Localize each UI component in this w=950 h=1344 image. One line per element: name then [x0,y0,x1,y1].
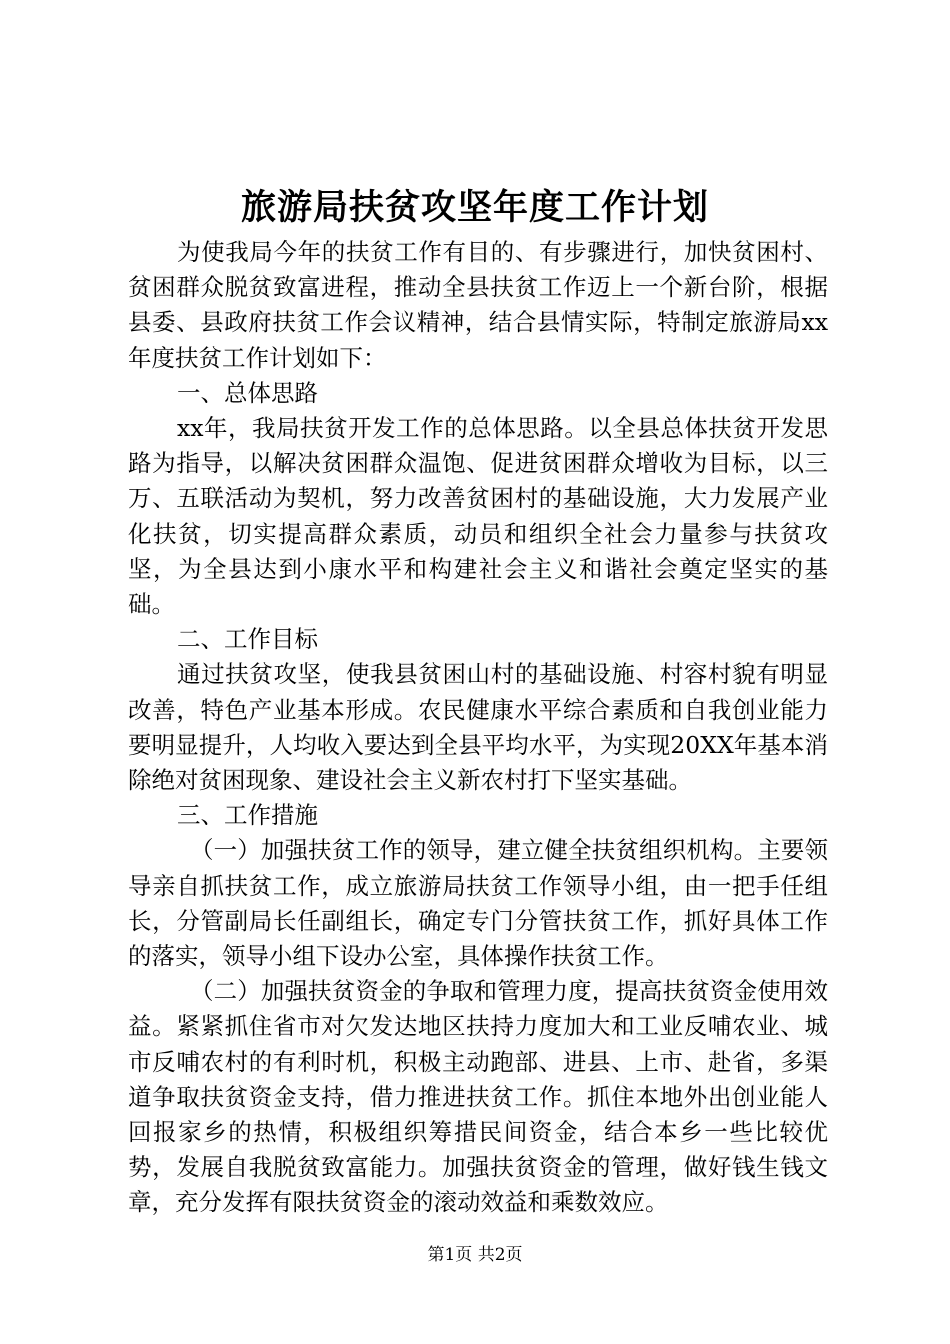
overall-approach-paragraph: xx年，我局扶贫开发工作的总体思路。以全县总体扶贫开发思路为指导，以解决贫困群众温饱、促进贫困群众增收为目标，以三万、五联活动为契机，努力改善贫困村的基础设施，大力发展产业化扶贫，切实提高群众素质，动员和组织全社会力量参与扶贫攻坚，为全县达到小康水平和构建社会主义和谐社会奠定坚实的基础。 [128,414,828,619]
section-heading-work-goals: 二、工作目标 [177,625,318,654]
measure-one-paragraph: （一）加强扶贫工作的领导，建立健全扶贫组织机构。主要领导亲自抓扶贫工作，成立旅游局扶贫工作领导小组，由一把手任组长，分管副局长任副组长，确定专门分管扶贫工作，抓好具体工作的落实，领导小组下设办公室，具体操作扶贫工作。 [128,836,828,971]
work-goals-paragraph: 通过扶贫攻坚，使我县贫困山村的基础设施、村容村貌有明显改善，特色产业基本形成。农民健康水平综合素质和自我创业能力要明显提升，人均收入要达到全县平均水平，为实现20XX年基本消除绝对贫困现象、建设社会主义新农村打下坚实基础。 [128,660,828,795]
intro-paragraph: 为使我局今年的扶贫工作有目的、有步骤进行，加快贫困村、贫困群众脱贫致富进程，推动全县扶贫工作迈上一个新台阶，根据县委、县政府扶贫工作会议精神，结合县情实际，特制定旅游局xx年度扶贫工作计划如下： [128,238,828,372]
document-body [128,235,828,1221]
page-number-footer: 第1页 共2页 [427,1245,523,1265]
section-heading-overall-approach: 一、总体思路 [177,378,318,407]
section-heading-work-measures: 三、工作措施 [177,801,318,830]
document-title: 旅游局扶贫攻坚年度工作计划 [240,187,709,228]
measure-two-paragraph: （二）加强扶贫资金的争取和管理力度，提高扶贫资金使用效益。紧紧抓住省市对欠发达地区扶持力度加大和工业反哺农业、城市反哺农村的有利时机，积极主动跑部、进县、上市、赴省，多渠道争取扶贫资金支持，借力推进扶贫工作。抓住本地外出创业能人回报家乡的热情，积极组织筹措民间资金，结合本乡一些比较优势，发展自我脱贫致富能力。加强扶贫资金的管理，做好钱生钱文章，充分发挥有限扶贫资金的滚动效益和乘数效应。 [128,977,828,1217]
